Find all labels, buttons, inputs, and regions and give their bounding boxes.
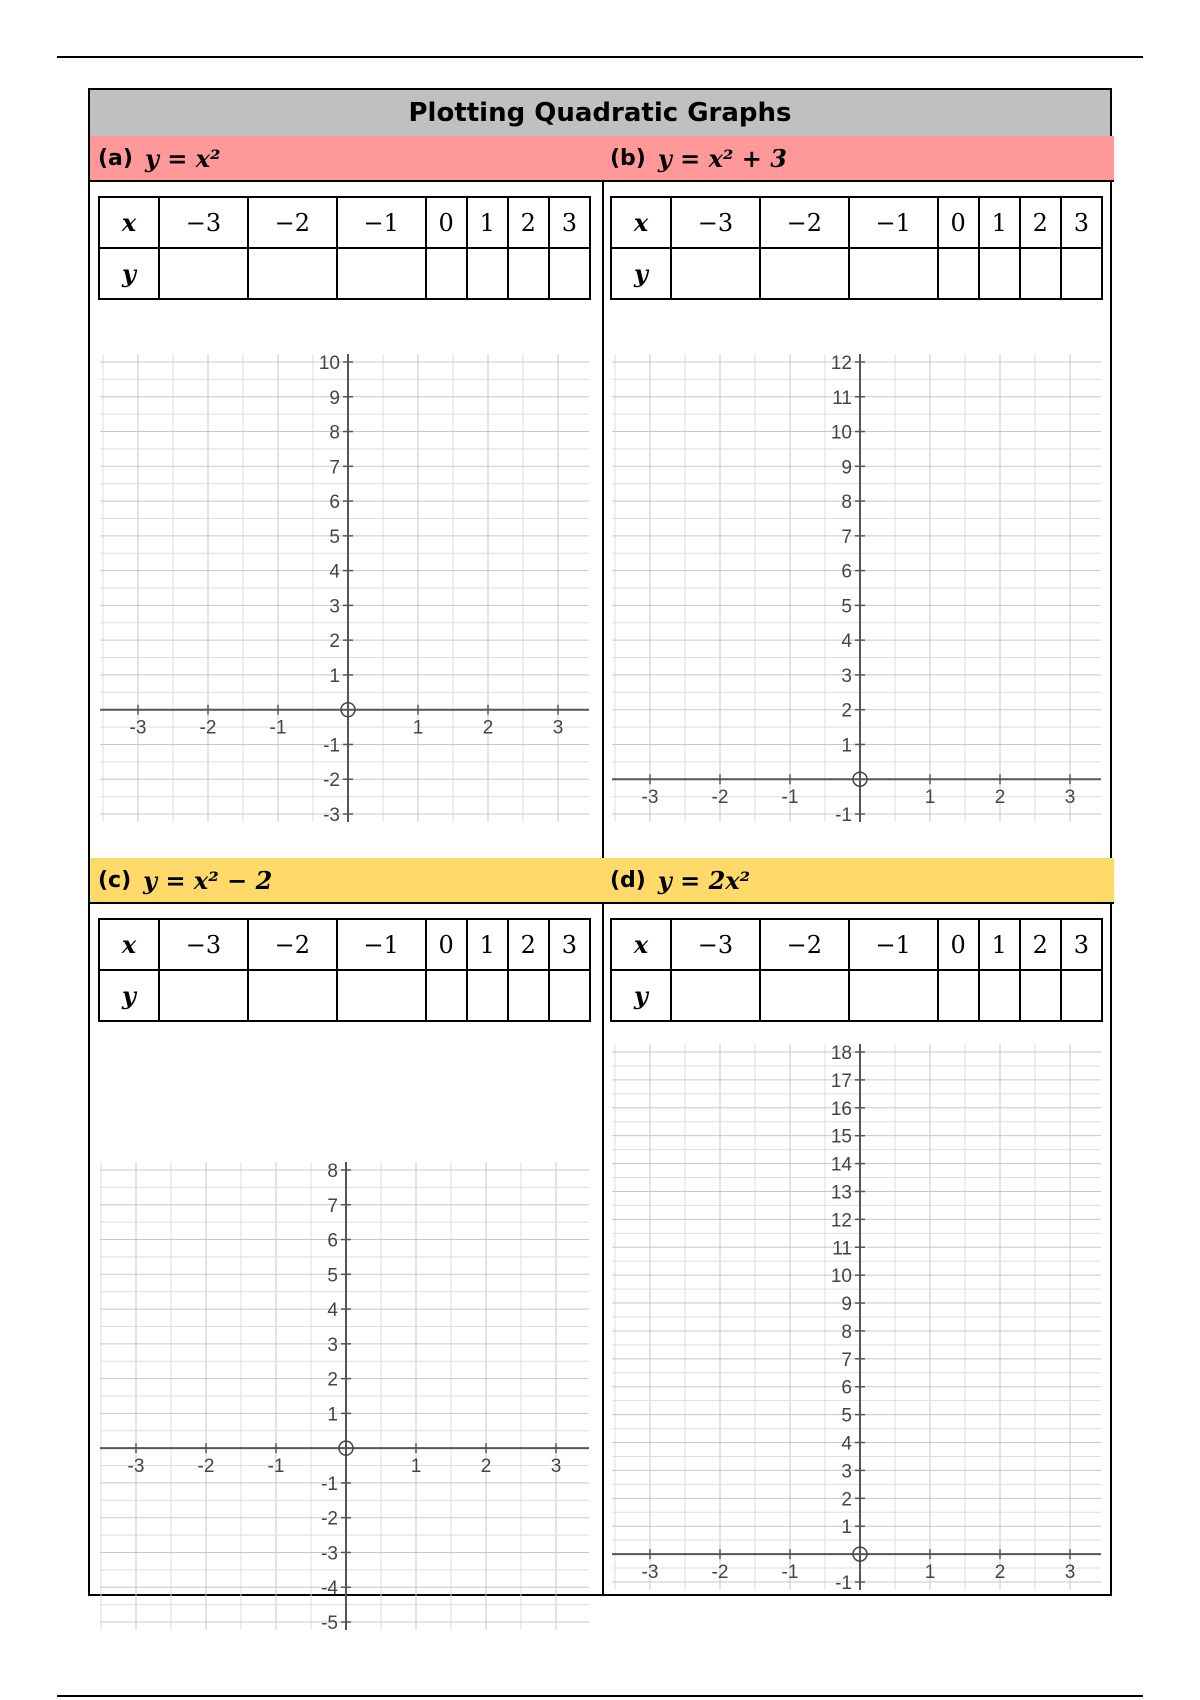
x-tick-label: 1 (924, 1562, 936, 1584)
y-tick-label: 1 (329, 665, 340, 687)
y-tick-label: 1 (327, 1404, 338, 1426)
panel-a-value-table (98, 196, 591, 300)
x-tick-label: -1 (267, 1456, 285, 1478)
x-cell: 0 (426, 919, 467, 970)
panel-a-header (90, 136, 602, 182)
x-tick-label: 1 (410, 1456, 422, 1478)
x-tick-label: 3 (550, 1456, 562, 1478)
x-cell: 2 (508, 197, 549, 248)
y-row (99, 248, 590, 299)
y-tick-label: 1 (841, 735, 852, 757)
bottom-rule (57, 1695, 1143, 1697)
panel-b-equation: y = x² + 3 (657, 143, 787, 173)
y-input-cell[interactable] (849, 970, 938, 1021)
y-tick-label: -3 (321, 1543, 338, 1565)
x-tick-label: 3 (1064, 787, 1076, 809)
x-cell: 3 (549, 919, 590, 970)
y-tick-label: 5 (329, 526, 340, 548)
panel-d-label: (d) (610, 867, 646, 893)
y-tick-label: 5 (841, 596, 852, 618)
y-tick-label: -1 (835, 1573, 852, 1594)
panel-c-value-table (98, 918, 591, 1022)
y-tick-label: 7 (327, 1195, 338, 1217)
panel-a-equation: y = x² (144, 143, 221, 173)
x-cell: −1 (337, 919, 426, 970)
y-input-cell[interactable] (1061, 970, 1102, 1021)
x-tick-label: 1 (412, 717, 424, 739)
panel-d-header (602, 858, 1114, 904)
y-tick-label: 2 (329, 631, 340, 653)
x-tick-label: 2 (994, 787, 1006, 809)
x-row (99, 919, 590, 970)
x-cell: −2 (248, 919, 337, 970)
panel-c (90, 858, 602, 1634)
x-tick-label: -3 (127, 1456, 145, 1478)
y-row (611, 248, 1102, 299)
y-input-cell[interactable] (508, 248, 549, 299)
y-tick-label: -1 (321, 1473, 338, 1495)
x-tick-label: 3 (1064, 1562, 1076, 1584)
y-tick-label: -4 (321, 1578, 338, 1600)
panel-d (602, 858, 1114, 1596)
x-tick-label: -1 (781, 787, 799, 809)
y-tick-label: 7 (841, 526, 852, 548)
y-input-cell[interactable] (1020, 248, 1061, 299)
y-header: y (99, 970, 159, 1021)
y-tick-label: -3 (323, 805, 340, 826)
panel-a-label: (a) (98, 145, 133, 171)
y-tick-label: 8 (327, 1161, 338, 1182)
x-tick-label: -1 (781, 1562, 799, 1584)
x-cell: −3 (159, 919, 248, 970)
x-row (611, 197, 1102, 248)
x-tick-label: -2 (711, 1562, 729, 1584)
y-input-cell[interactable] (1061, 248, 1102, 299)
panel-b-label: (b) (610, 145, 646, 171)
x-cell: 3 (1061, 197, 1102, 248)
x-cell: 3 (549, 197, 590, 248)
y-tick-label: 5 (841, 1405, 852, 1427)
y-input-cell[interactable] (938, 970, 979, 1021)
x-cell: 1 (467, 919, 508, 970)
x-cell: −2 (760, 197, 849, 248)
y-tick-label: 3 (327, 1334, 338, 1356)
y-tick-label: 16 (830, 1098, 852, 1120)
x-cell: 3 (1061, 919, 1102, 970)
y-tick-label: 12 (830, 1210, 852, 1232)
y-input-cell[interactable] (549, 248, 590, 299)
x-header: x (611, 919, 671, 970)
x-tick-label: 2 (994, 1562, 1006, 1584)
y-tick-label: 10 (318, 353, 340, 374)
worksheet (88, 88, 1112, 1634)
y-tick-label: 5 (327, 1265, 338, 1287)
page-title: Plotting Quadratic Graphs (90, 90, 1110, 136)
y-tick-label: 8 (841, 492, 852, 514)
y-input-cell[interactable] (426, 248, 467, 299)
y-tick-label: 4 (327, 1300, 338, 1322)
y-input-cell[interactable] (159, 970, 248, 1021)
x-cell: −3 (671, 919, 760, 970)
y-tick-label: -1 (323, 735, 340, 757)
panel-c-label: (c) (98, 867, 132, 893)
x-cell: 1 (467, 197, 508, 248)
x-header: x (611, 197, 671, 248)
y-tick-label: 9 (841, 457, 852, 479)
x-cell: −1 (337, 197, 426, 248)
y-tick-label: 10 (830, 1266, 852, 1288)
x-row (99, 197, 590, 248)
x-cell: −3 (671, 197, 760, 248)
x-tick-label: 2 (482, 717, 494, 739)
y-input-cell[interactable] (467, 970, 508, 1021)
y-tick-label: 17 (830, 1070, 852, 1092)
x-cell: 2 (508, 919, 549, 970)
y-tick-label: 2 (327, 1369, 338, 1391)
y-tick-label: 6 (841, 561, 852, 583)
y-header: y (611, 970, 671, 1021)
panel-d-equation: y = 2x² (657, 865, 751, 895)
y-input-cell[interactable] (426, 970, 467, 1021)
y-input-cell[interactable] (979, 970, 1020, 1021)
x-tick-label: -2 (711, 787, 729, 809)
y-tick-label: 4 (841, 1433, 852, 1455)
panel-c-header (90, 858, 602, 904)
x-cell: −2 (248, 197, 337, 248)
panel-c-equation: y = x² − 2 (143, 865, 273, 895)
y-tick-label: 18 (830, 1043, 852, 1064)
panel-b-grid[interactable] (610, 332, 1103, 832)
y-input-cell[interactable] (760, 248, 849, 299)
y-tick-label: 3 (329, 596, 340, 618)
y-tick-label: 4 (841, 631, 852, 653)
panel-b-value-table (610, 196, 1103, 300)
y-tick-label: 7 (841, 1349, 852, 1371)
y-tick-label: 1 (841, 1517, 852, 1539)
y-input-cell[interactable] (159, 248, 248, 299)
x-cell: 0 (938, 919, 979, 970)
y-input-cell[interactable] (671, 970, 760, 1021)
y-tick-label: -5 (321, 1613, 338, 1634)
y-tick-label: 14 (830, 1154, 852, 1176)
y-input-cell[interactable] (337, 970, 426, 1021)
x-cell: −1 (849, 919, 938, 970)
x-cell: −3 (159, 197, 248, 248)
y-tick-label: 6 (329, 492, 340, 514)
y-input-cell[interactable] (248, 970, 337, 1021)
x-tick-label: -2 (197, 1456, 215, 1478)
y-tick-label: 6 (841, 1377, 852, 1399)
y-header: y (611, 248, 671, 299)
y-tick-label: 4 (329, 561, 340, 583)
x-row (611, 919, 1102, 970)
y-input-cell[interactable] (337, 248, 426, 299)
y-input-cell[interactable] (248, 248, 337, 299)
y-input-cell[interactable] (849, 248, 938, 299)
x-tick-label: 1 (924, 787, 936, 809)
y-input-cell[interactable] (549, 970, 590, 1021)
y-tick-label: 8 (841, 1321, 852, 1343)
y-tick-label: -2 (321, 1508, 338, 1530)
panel-b-header (602, 136, 1114, 182)
panel-a (90, 136, 602, 904)
y-tick-label: -1 (835, 805, 852, 826)
x-cell: 2 (1020, 197, 1061, 248)
x-tick-label: 3 (552, 717, 564, 739)
y-tick-label: 7 (329, 457, 340, 479)
y-input-cell[interactable] (979, 248, 1020, 299)
top-rule (57, 56, 1143, 58)
x-cell: −2 (760, 919, 849, 970)
y-tick-label: 2 (841, 1489, 852, 1511)
x-tick-label: -3 (129, 717, 147, 739)
panel-d-grid[interactable] (610, 1036, 1103, 1596)
y-tick-label: 3 (841, 665, 852, 687)
panel-b (602, 136, 1114, 904)
y-tick-label: 12 (830, 353, 852, 374)
x-tick-label: 2 (480, 1456, 492, 1478)
y-tick-label: 6 (327, 1230, 338, 1252)
y-tick-label: 10 (830, 422, 852, 444)
y-tick-label: 9 (329, 387, 340, 409)
y-tick-label: 11 (832, 387, 852, 409)
x-cell: 1 (979, 197, 1020, 248)
x-cell: 0 (938, 197, 979, 248)
y-tick-label: 9 (841, 1294, 852, 1316)
y-tick-label: 15 (830, 1126, 852, 1148)
y-tick-label: 2 (841, 700, 852, 722)
x-tick-label: -2 (199, 717, 217, 739)
y-input-cell[interactable] (760, 970, 849, 1021)
y-tick-label: 11 (832, 1238, 852, 1260)
y-tick-label: 13 (830, 1182, 852, 1204)
x-cell: 2 (1020, 919, 1061, 970)
x-header: x (99, 197, 159, 248)
panel-a-grid[interactable] (98, 346, 591, 826)
y-input-cell[interactable] (938, 248, 979, 299)
y-row (99, 970, 590, 1021)
x-tick-label: -3 (641, 787, 659, 809)
panel-c-grid[interactable] (98, 1158, 591, 1638)
x-cell: 0 (426, 197, 467, 248)
y-input-cell[interactable] (508, 970, 549, 1021)
x-header: x (99, 919, 159, 970)
y-tick-label: 8 (329, 422, 340, 444)
y-input-cell[interactable] (671, 248, 760, 299)
y-tick-label: 3 (841, 1461, 852, 1483)
panel-d-value-table (610, 918, 1103, 1022)
y-input-cell[interactable] (467, 248, 508, 299)
y-header: y (99, 248, 159, 299)
x-tick-label: -1 (269, 717, 287, 739)
y-row (611, 970, 1102, 1021)
y-input-cell[interactable] (1020, 970, 1061, 1021)
x-cell: −1 (849, 197, 938, 248)
x-tick-label: -3 (641, 1562, 659, 1584)
y-tick-label: -2 (323, 770, 340, 792)
x-cell: 1 (979, 919, 1020, 970)
